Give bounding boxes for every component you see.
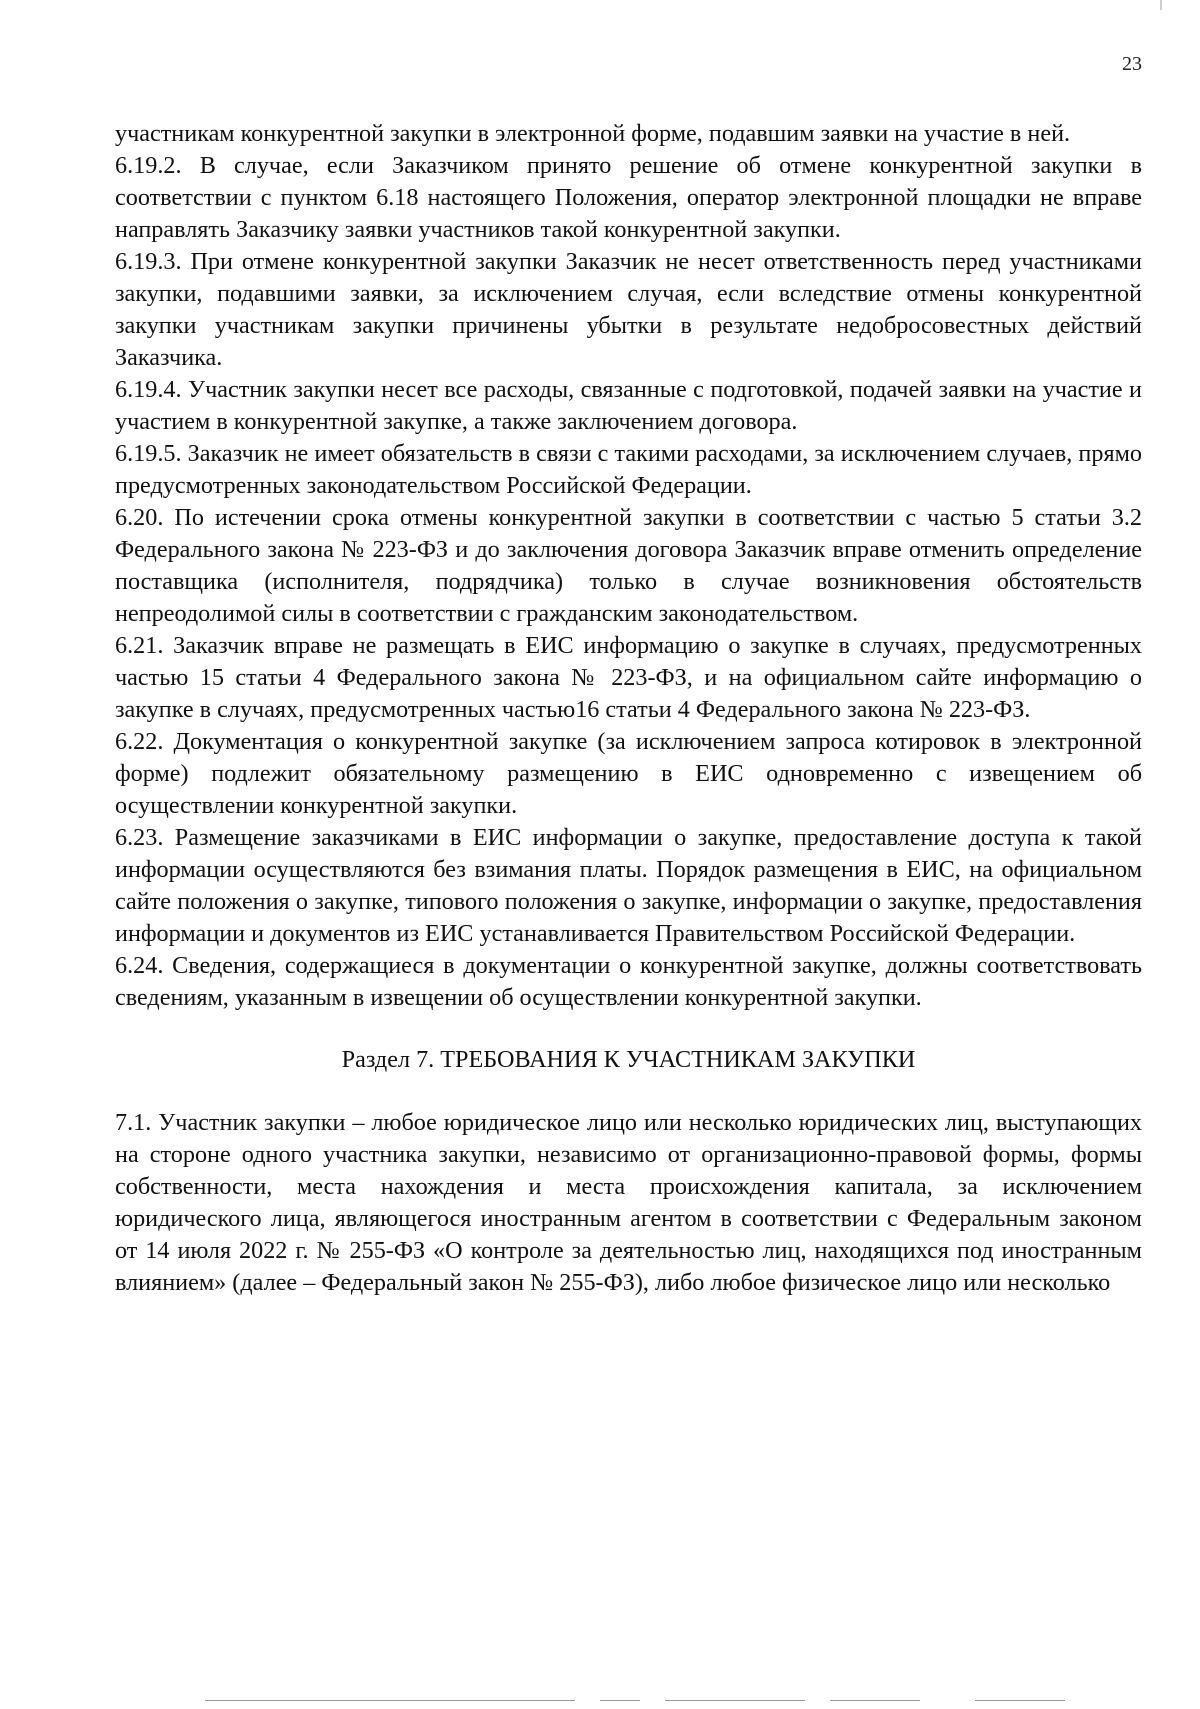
scan-edge-mark [1160, 0, 1162, 10]
paragraph-6-19-2: 6.19.2. В случае, если Заказчиком принято решение об отмене конкурентной закупки в соответствии с пунктом 6.18 настоящего Положения, оператор электронной площадки не вправе направлять Заказчику заявки участников такой конкурентной закупки. [115, 152, 1142, 243]
footer-rule [975, 1700, 1065, 1701]
footer-rule [830, 1700, 920, 1701]
page-number: 23 [1122, 53, 1142, 75]
footer-rule [205, 1700, 575, 1701]
footer-rule [665, 1700, 805, 1701]
section-heading: Раздел 7. ТРЕБОВАНИЯ К УЧАСТНИКАМ ЗАКУПКИ [341, 1046, 916, 1073]
paragraph-continuation: участникам конкурентной закупки в электронной форме, подавшим заявки на участие в ней. [115, 120, 1071, 147]
paragraph-7-1: 7.1. Участник закупки – любое юридическое лицо или несколько юридических лиц, выступающих на стороне одного участника закупки, независимо от организационно-правовой формы, формы собственности, места нахождения и места происхождения капитала, за исключением юридического лица, являющегося иностранным агентом в соответствии с Федеральным законом от 14 июля 2022 г. № 255-ФЗ «О контроле за деятельностью лиц, находящихся под иностранным влиянием» (далее – Федеральный закон № 255-ФЗ), либо любое физическое лицо или несколько [115, 1109, 1142, 1296]
paragraph-6-19-4: 6.19.4. Участник закупки несет все расходы, связанные с подготовкой, подачей заявки на участие и участием в конкурентной закупке, а также заключением договора. [115, 376, 1142, 435]
paragraph-6-21: 6.21. Заказчик вправе не размещать в ЕИС информацию о закупке в случаях, предусмотренных частью 15 статьи 4 Федерального закона № 223-ФЗ, и на официальном сайте информацию о закупке в случаях, предусмотренных частью16 статьи 4 Федерального закона № 223-ФЗ. [115, 632, 1142, 723]
paragraph-6-20: 6.20. По истечении срока отмены конкурентной закупки в соответствии с частью 5 статьи 3.2 Федерального закона № 223-ФЗ и до заключения договора Заказчик вправе отменить определение поставщика (исполнителя, подрядчика) только в случае возникновения обстоятельств непреодолимой силы в соответствии с гражданским законодательством. [115, 504, 1142, 627]
footer-rule [600, 1700, 640, 1701]
document-body [115, 118, 1142, 1299]
paragraph-6-19-3: 6.19.3. При отмене конкурентной закупки Заказчик не несет ответственность перед участниками закупки, подавшими заявки, за исключением случая, если вследствие отмены конкурентной закупки участникам закупки причинены убытки в результате недобросовестных действий Заказчика. [115, 248, 1142, 371]
paragraph-6-23: 6.23. Размещение заказчиками в ЕИС информации о закупке, предоставление доступа к такой информации осуществляются без взимания платы. Порядок размещения в ЕИС, на официальном сайте положения о закупке, типового положения о закупке, информации о закупке, предоставления информации и документов из ЕИС устанавливается Правительством Российской Федерации. [115, 824, 1142, 947]
paragraph-6-19-5: 6.19.5. Заказчик не имеет обязательств в связи с такими расходами, за исключением случаев, прямо предусмотренных законодательством Российской Федерации. [115, 440, 1142, 499]
paragraph-6-22: 6.22. Документация о конкурентной закупке (за исключением запроса котировок в электронной форме) подлежит обязательному размещению в ЕИС одновременно с извещением об осуществлении конкурентной закупки. [115, 728, 1142, 819]
paragraph-6-24: 6.24. Сведения, содержащиеся в документации о конкурентной закупке, должны соответствовать сведениям, указанным в извещении об осуществлении конкурентной закупки. [115, 952, 1142, 1011]
